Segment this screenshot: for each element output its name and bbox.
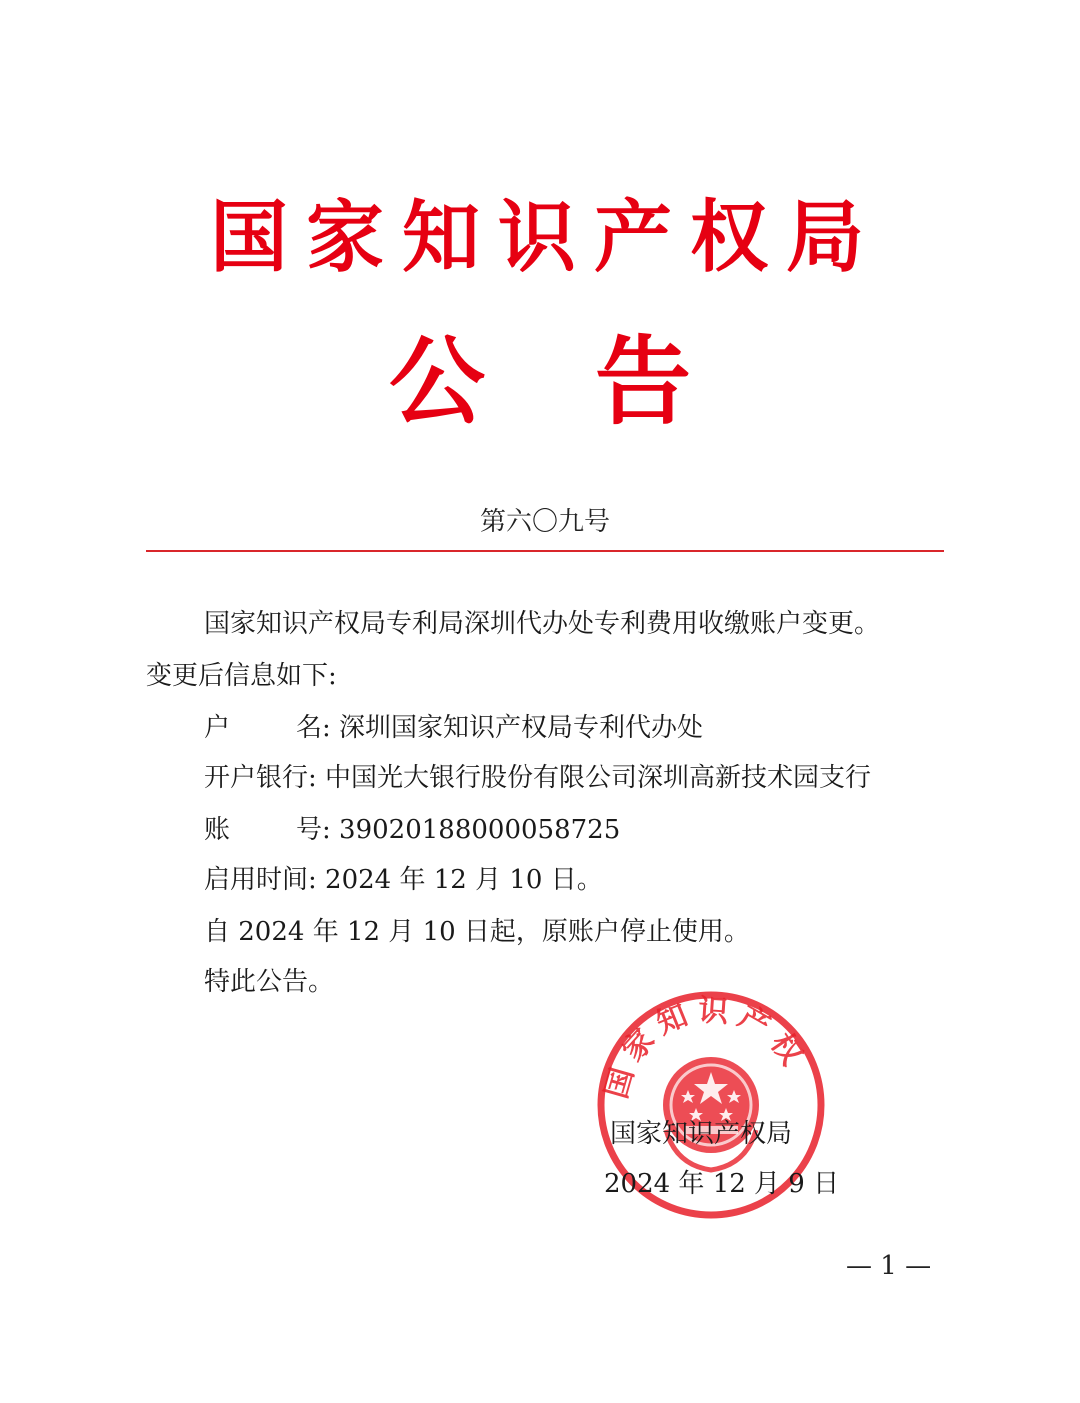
- label-colon: :: [322, 713, 331, 743]
- label-colon: :: [322, 815, 331, 845]
- doc-type-title: [0, 322, 1080, 442]
- account-number-label: 账号: [204, 815, 322, 845]
- svg-text:国家知识产权: 国家知识产权: [599, 993, 814, 1103]
- start-date-label: 启用时间:: [204, 865, 317, 895]
- intro-line-1: 国家知识产权局专利局深圳代办处专利费用收缴账户变更。: [204, 609, 881, 639]
- document-number: 第六〇九号: [479, 507, 610, 537]
- issue-date: 2024 年 12 月 9 日: [604, 1169, 840, 1199]
- bank-value: 中国光大银行股份有限公司深圳高新技术园支行: [325, 763, 872, 793]
- account-name-label: 户名: [204, 713, 322, 743]
- account-number-value: 39020188000058725: [339, 815, 621, 845]
- page-number: — 1 —: [846, 1251, 932, 1281]
- doc-type-char-2: 告: [595, 326, 691, 438]
- account-number-row: [204, 810, 946, 850]
- account-name-value: 深圳国家知识产权局专利代办处: [339, 713, 704, 743]
- start-date-row: [204, 860, 946, 900]
- bank-row: [204, 758, 946, 798]
- stop-notice: 自 2024 年 12 月 10 日起，原账户停止使用。: [204, 917, 750, 947]
- intro-line-2: 变更后信息如下:: [146, 661, 337, 691]
- account-name-row: [204, 708, 946, 748]
- start-date-value: 2024 年 12 月 10 日。: [325, 865, 603, 895]
- doc-type-char-1: 公: [389, 326, 485, 438]
- header-divider: [146, 550, 944, 552]
- bank-label: 开户银行:: [204, 763, 317, 793]
- agency-title: 国家知识产权局: [209, 193, 882, 283]
- issuer-name: 国家知识产权局: [610, 1119, 793, 1149]
- closing-statement: 特此公告。: [204, 967, 335, 997]
